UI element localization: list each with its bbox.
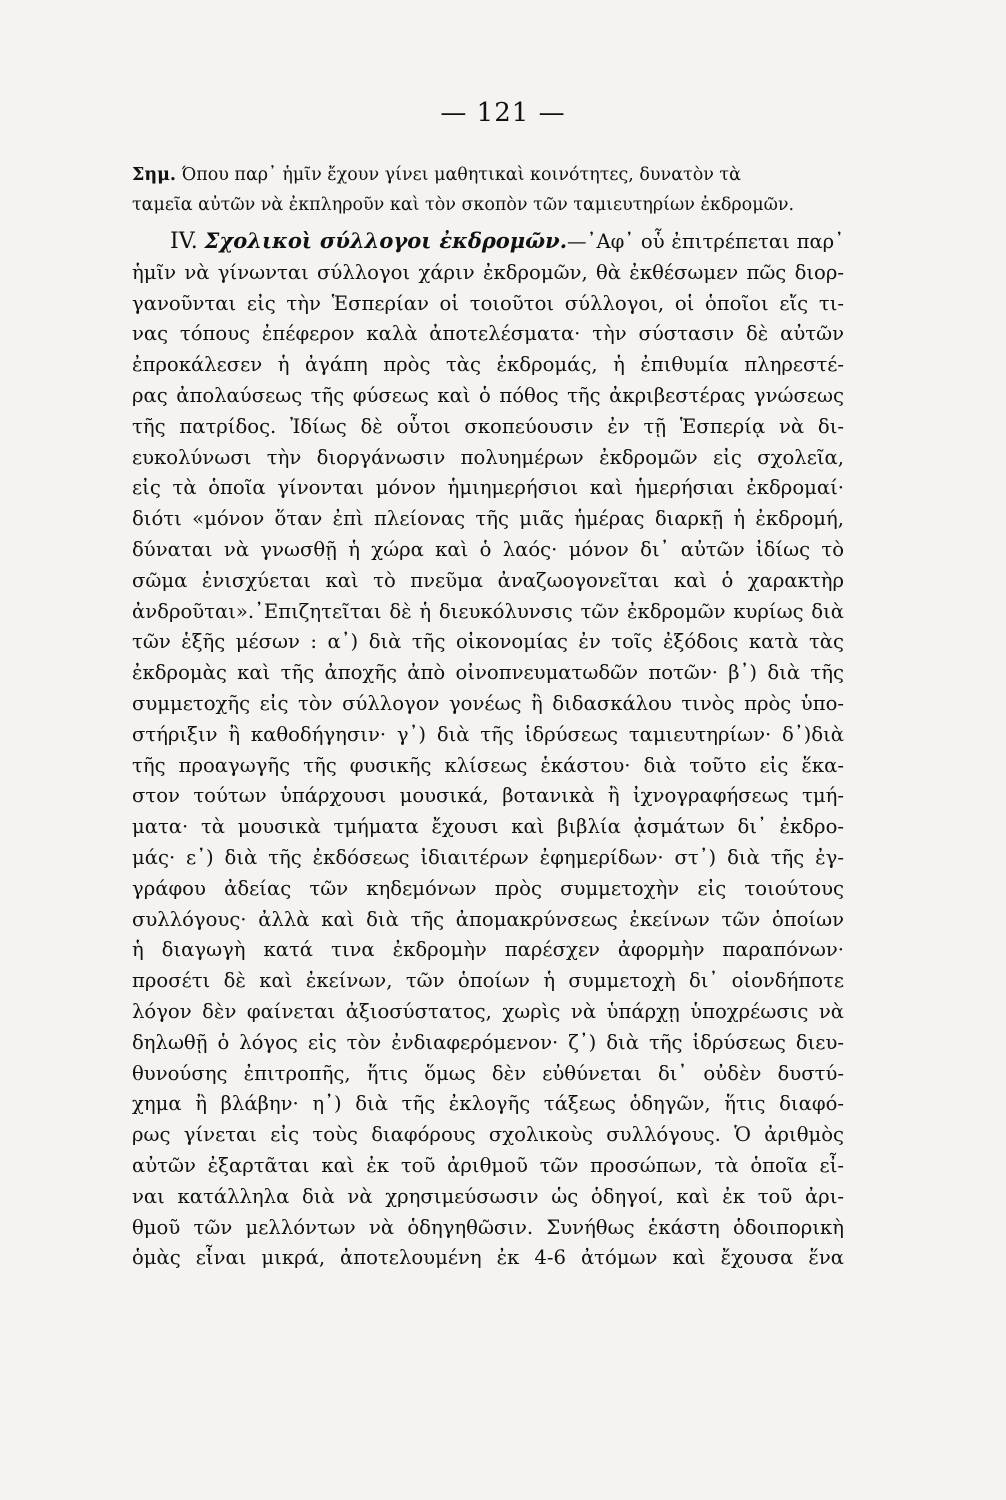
text-line: ναι κατάλληλα διὰ νὰ χρησιμεύσωσιν ὡς ὁδηγοί, καὶ ἐκ τοῦ ἀρι- <box>132 1184 844 1208</box>
text-line: στον τούτων ὑπάρχουσι μουσικά, βοτανικὰ ἢ ἰχνογραφήσεως τμή- <box>132 784 844 808</box>
section-number: IV. <box>170 229 198 254</box>
note-line <box>132 160 850 190</box>
text-line: στήριξιν ἢ καθοδήγησιν· γ᾽) διὰ τῆς ἱδρύσεως ταμιευτηρίων· δ᾽)διὰ <box>132 722 844 746</box>
note-label: Σημ. <box>132 165 176 185</box>
text-line: τῆς πατρίδος. Ἰδίως δὲ οὗτοι σκοπεύουσιν ἐν τῇ Ἑσπερίᾳ νὰ δι- <box>132 414 844 438</box>
text-line: σῶμα ἐνισχύεται καὶ τὸ πνεῦμα ἀναζωογονεῖται καὶ ὁ χαρακτὴρ <box>132 568 844 592</box>
text-line: συλλόγους· ἀλλὰ καὶ διὰ τῆς ἀπομακρύνσεως ἐκείνων τῶν ὁποίων <box>132 907 844 931</box>
text-line: χημα ἢ βλάβην· η᾽) διὰ τῆς ἐκλογῆς τάξεως ὁδηγῶν, ἥτις διαφό- <box>132 1092 844 1116</box>
text-line: ὁμὰς εἶναι μικρά, ἀποτελουμένη ἐκ 4-6 ἀτόμων καὶ ἔχουσα ἕνα <box>132 1246 844 1270</box>
text-line: γανοῦνται εἰς τὴν Ἑσπερίαν οἱ τοιοῦτοι σύλλογοι, οἱ ὁποῖοι εἴς τι- <box>132 291 844 315</box>
text-line: δύναται νὰ γνωσθῇ ἡ χώρα καὶ ὁ λαός· μόνον δι᾽ αὐτῶν ἰδίως τὸ <box>132 537 844 561</box>
section-heading-rest: —᾽Αφ᾽ οὗ ἐπιτρέπεται παρ᾽ <box>567 230 844 253</box>
text-line: ευκολύνωσι τὴν διοργάνωσιν πολυημέρων ἐκδρομῶν εἰς σχολεῖα, <box>132 445 844 469</box>
note-text: Όπου παρ᾽ ἡμῖν ἔχουν γίνει μαθητικαὶ κοινότητες, δυνατὸν τὰ <box>181 165 741 185</box>
text-line: τῆς προαγωγῆς τῆς φυσικῆς κλίσεως ἑκάστου· διὰ τοῦτο εἰς ἕκα- <box>132 753 844 777</box>
text-line: αὐτῶν ἐξαρτᾶται καὶ ἐκ τοῦ ἀριθμοῦ τῶν προσώπων, τὰ ὁποῖα εἶ- <box>132 1153 844 1177</box>
section-title: Σχολικοὶ σύλλογοι ἐκδρομῶν. <box>204 228 568 253</box>
text-line: ματα· τὰ μουσικὰ τμήματα ἔχουσι καὶ βιβλία ᾀσμάτων δι᾽ ἐκδρο- <box>132 815 844 839</box>
text-line: ρως γίνεται εἰς τοὺς διαφόρους σχολικοὺς συλλόγους. Ὁ ἀριθμὸς <box>132 1123 844 1147</box>
text-line: τῶν ἑξῆς μέσων : α᾽) διὰ τῆς οἰκονομίας ἐν τοῖς ἐξόδοις κατὰ τὰς <box>132 630 844 654</box>
text-line: ἡμῖν νὰ γίνωνται σύλλογοι χάριν ἐκδρομῶν, θὰ ἐκθέσωμεν πῶς διορ- <box>132 260 844 284</box>
text-line: θυνούσης ἐπιτροπῆς, ἥτις ὅμως δὲν εὐθύνεται δι᾽ οὐδὲν δυστύ- <box>132 1061 844 1085</box>
text-line: ἐκδρομὰς καὶ τῆς ἀποχῆς ἀπὸ οἰνοπνευματωδῶν ποτῶν· β᾽) διὰ τῆς <box>132 661 844 685</box>
section-heading-line <box>170 226 844 258</box>
text-line: διότι «μόνον ὅταν ἐπὶ πλείονας τῆς μιᾶς ἡμέρας διαρκῇ ἡ ἐκδρομή, <box>132 507 844 531</box>
body-text <box>132 226 844 1274</box>
text-line: νας τόπους ἐπέφερον καλὰ ἀποτελέσματα· τὴν σύστασιν δὲ αὐτῶν <box>132 322 844 346</box>
text-line: δηλωθῇ ὁ λόγος εἰς τὸν ἐνδιαφερόμενον· ζ᾽) διὰ τῆς ἱδρύσεως διευ- <box>132 1030 844 1054</box>
note-line: ταμεῖα αὐτῶν νὰ ἐκπληροῦν καὶ τὸν σκοπὸν τῶν ταμιευτηρίων ἐκδρομῶν. <box>132 195 795 215</box>
footnote <box>132 160 850 220</box>
text-line: προσέτι δὲ καὶ ἐκείνων, τῶν ὁποίων ἡ συμμετοχὴ δι᾽ οἱονδήποτε <box>132 969 844 993</box>
page-number: — 121 — <box>440 98 566 128</box>
text-line: εἰς τὰ ὁποῖα γίνονται μόνον ἡμιημερήσιοι καὶ ἡμερήσιαι ἐκδρομαί· <box>132 476 844 500</box>
text-line: ἀνδροῦται».᾽Επιζητεῖται δὲ ἡ διευκόλυνσις τῶν ἐκδρομῶν κυρίως διὰ <box>132 599 844 623</box>
text-line: λόγον δὲν φαίνεται ἀξιοσύστατος, χωρὶς νὰ ὑπάρχῃ ὑποχρέωσις νὰ <box>132 999 844 1023</box>
text-line: συμμετοχῆς εἰς τὸν σύλλογον γονέως ἢ διδασκάλου τινὸς πρὸς ὑπο- <box>132 691 844 715</box>
text-line: θμοῦ τῶν μελλόντων νὰ ὁδηγηθῶσιν. Συνήθως ἑκάστη ὁδοιπορικὴ <box>132 1215 844 1239</box>
text-line: μάς· ε᾽) διὰ τῆς ἐκδόσεως ἰδιαιτέρων ἐφημερίδων· στ᾽) διὰ τῆς ἐγ- <box>132 845 844 869</box>
text-line: ρας ἀπολαύσεως τῆς φύσεως καὶ ὁ πόθος τῆς ἀκριβεστέρας γνώσεως <box>132 383 844 407</box>
text-line: γράφου ἀδείας τῶν κηδεμόνων πρὸς συμμετοχὴν εἰς τοιούτους <box>132 876 844 900</box>
text-line: ἡ διαγωγὴ κατά τινα ἐκδρομὴν παρέσχεν ἀφορμὴν παραπόνων· <box>132 938 844 962</box>
text-line: ἐπροκάλεσεν ἡ ἀγάπη πρὸς τὰς ἐκδρομάς, ἡ ἐπιθυμία πληρεστέ- <box>132 353 844 377</box>
